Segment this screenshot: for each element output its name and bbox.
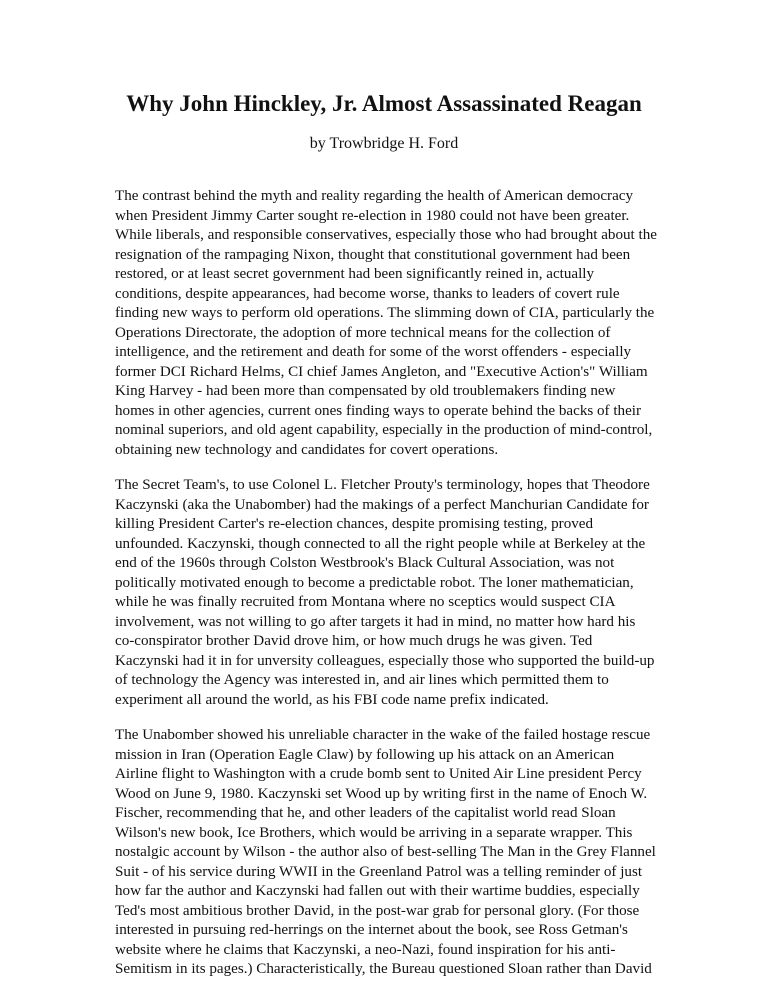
text-line: The contrast behind the myth and reality regarding the health of American democracy — [115, 188, 634, 204]
text-line: Kaczynski had it in for unversity colleagues, especially those who supported the build-up — [115, 652, 655, 669]
text-line: Semitism in its pages.) Characteristically, the Bureau questioned Sloan rather than David — [115, 961, 652, 977]
text-line: experiment all around the world, as his FBI code name prefix indicated. — [115, 691, 549, 708]
text-line: politically motivated enough to become a predictable robot. The loner mathematician, — [115, 574, 634, 591]
text-line: The Unabomber showed his unreliable character in the wake of the failed hostage rescue — [115, 727, 651, 743]
paragraph-1 — [115, 187, 660, 460]
text-line: finding new ways to perform old operations. The slimming down of CIA, particularly the — [115, 305, 655, 321]
text-line: nominal superiors, and old agent capability, especially in the production of mind-control, — [115, 422, 653, 438]
text-line: The Secret Team's, to use Colonel L. Fletcher Prouty's terminology, hopes that Theodore — [115, 477, 650, 493]
text-line: unfounded. Kaczynski, though connected to all the right people while at Berkeley at the — [115, 535, 646, 552]
text-line: nostalgic account by Wilson - the author also of best-selling The Man in the Grey Flannel — [115, 844, 656, 860]
text-line: when President Jimmy Carter sought re-election in 1980 could not have been greater. — [115, 207, 630, 224]
text-line: homes in other agencies, current ones finding ways to operate behind the backs of their — [115, 402, 642, 419]
text-line: mission in Iran (Operation Eagle Claw) by following up his attack on an American — [115, 746, 615, 763]
text-line: obtaining new technology and candidates for covert operations. — [115, 441, 499, 458]
text-line: of technology the Agency was interested in, and air lines which permitted them to — [115, 672, 609, 688]
text-line: Wilson's new book, Ice Brothers, which would be arriving in a separate wrapper. This — [115, 824, 633, 841]
text-line: restored, or at least secret government had been significantly reined in, actually — [115, 266, 595, 282]
text-line: Airline flight to Washington with a crude bomb sent to United Air Line president Percy — [115, 766, 642, 782]
body-text — [115, 187, 660, 996]
paragraph-3 — [115, 726, 660, 980]
text-line: while he was finally recruited from Montana where no sceptics would suspect CIA — [115, 594, 616, 610]
text-line: interested in pursuing red-herrings on the internet about the book, see Ross Getman's — [115, 922, 628, 938]
text-line: co-conspirator brother David drove him, or how much drugs he was given. Ted — [115, 633, 593, 649]
text-line: Suit - of his service during WWII in the Greenland Patrol was a telling reminder of just — [115, 863, 643, 880]
text-line: King Harvey - had been more than compensated by old troublemakers finding new — [115, 383, 616, 399]
text-line: Fischer, recommending that he, and other leaders of the capitalist world read Sloan — [115, 805, 616, 821]
text-line: killing President Carter's re-election chances, despite promising testing, proved — [115, 516, 594, 532]
page-title: Why John Hinckley, Jr. Almost Assassinated Reagan — [126, 91, 642, 116]
text-line: Operations Directorate, the adoption of more technical means for the collection of — [115, 324, 611, 341]
text-line: intelligence, and the retirement and death for some of the worst offenders - especially — [115, 344, 632, 360]
text-line: resignation of the rampaging Nixon, thought that constitutional government had been — [115, 246, 631, 263]
text-line: While liberals, and responsible conservatives, especially those who had brought about the — [115, 227, 657, 243]
paragraph-2 — [115, 476, 660, 710]
text-line: Kaczynski (aka the Unabomber) had the makings of a perfect Manchurian Candidate for — [115, 496, 649, 513]
byline: by Trowbridge H. Ford — [309, 135, 459, 152]
text-line: former DCI Richard Helms, CI chief James Angleton, and "Executive Action's" William — [115, 363, 648, 380]
text-line: conditions, despite appearances, had become worse, thanks to leaders of covert rule — [115, 285, 620, 302]
text-line: involvement, was not willing to go after targets it had in mind, no matter how hard his — [115, 613, 636, 630]
text-line: how far the author and Kaczynski had fallen out with their wartime buddies, especially — [115, 883, 640, 899]
text-line: Ted's most ambitious brother David, in the post-war grab for personal glory. (For those — [115, 902, 640, 919]
text-line: end of the 1960s through Colston Westbrook's Black Cultural Association, was not — [115, 555, 615, 571]
text-line: Wood on June 9, 1980. Kaczynski set Wood up by writing first in the name of Enoch W. — [115, 785, 648, 802]
text-line: website where he claims that Kaczynski, a neo-Nazi, found inspiration for his anti- — [115, 941, 616, 958]
